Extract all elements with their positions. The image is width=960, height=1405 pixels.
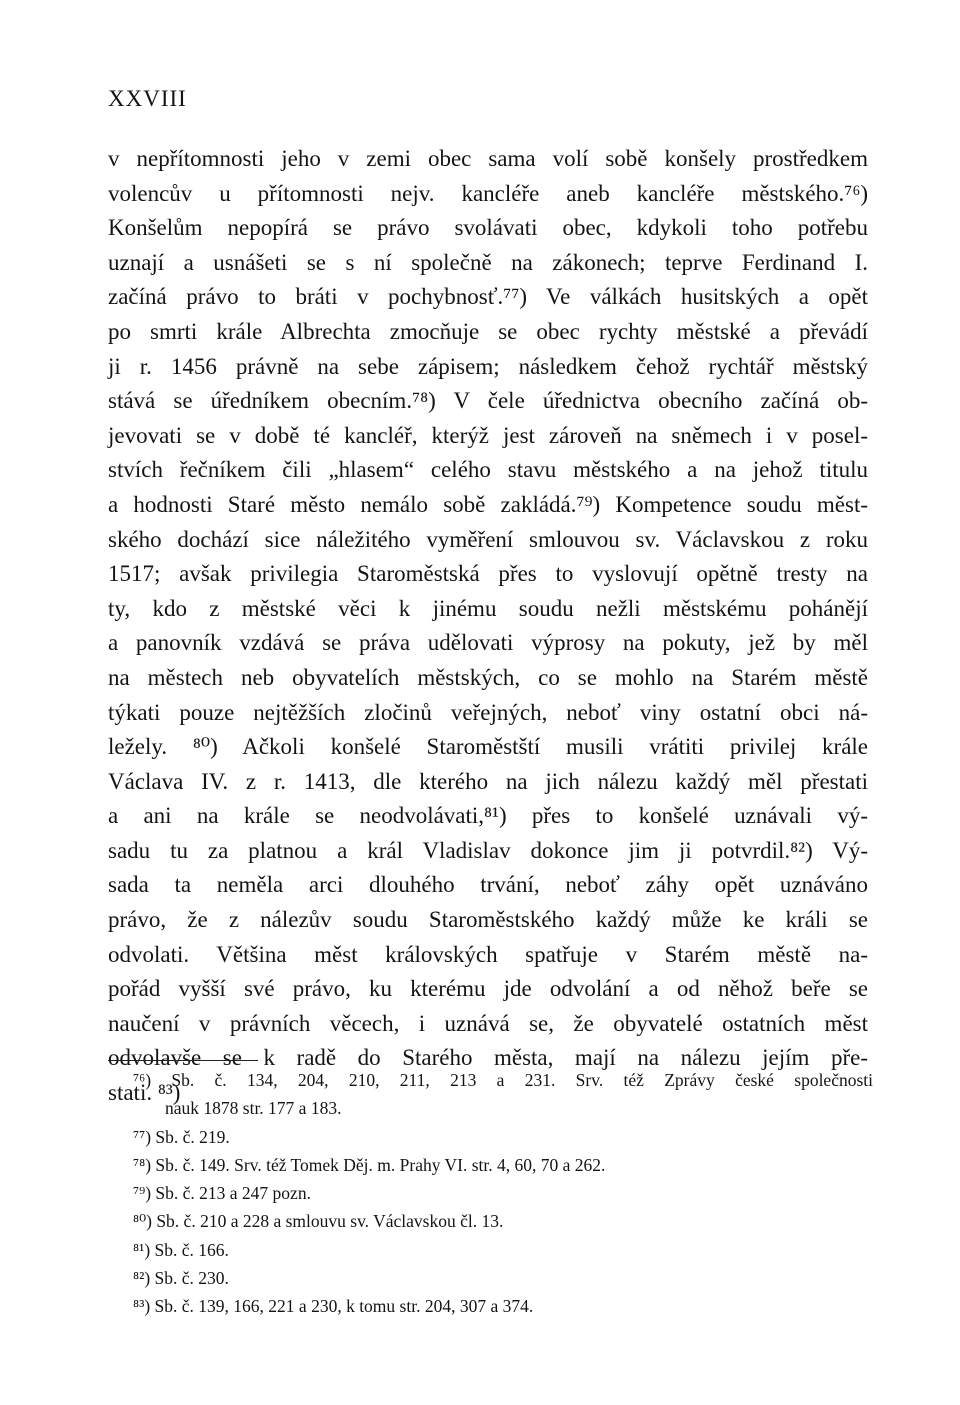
body-line: sada ta neměla arci dlouhého trvání, neboť záhy opět uznáváno [108,872,868,898]
body-line: uznají a usnášeti se s ní společně na zákonech; teprve Ferdinand I. [108,249,868,275]
body-line: Konšelům nepopírá se právo svolávati obec, kdykoli toho potřebu [108,215,868,241]
footnote-line: nauk 1878 str. 177 a 183. [165,1098,342,1119]
footnote-line: ⁸²) Sb. č. 230. [133,1268,229,1289]
footnote-line: ⁸³) Sb. č. 139, 166, 221 a 230, k tomu str. 204, 307 a 374. [133,1296,534,1317]
body-line: právo, že z nálezův soudu Staroměstského každý může ke králi se [108,907,868,933]
footnote-line: ⁷⁹) Sb. č. 213 a 247 pozn. [133,1183,311,1204]
body-line: a panovník vzdává se práva udělovati výprosy na pokuty, jež by měl [108,630,868,656]
body-line: odvolati. Většina měst královských spatřuje v Starém městě na- [108,941,868,967]
body-line: ji r. 1456 právně na sebe zápisem; následkem čehož rychtář městský [108,353,868,379]
body-line: ležely. ⁸⁰) Ačkoli konšelé Staroměstští musili vrátiti privilej krále [108,734,868,760]
footnote-line: ⁷⁷) Sb. č. 219. [133,1126,230,1147]
footnote-line: ⁸¹) Sb. č. 166. [133,1239,229,1260]
body-line: ského dochází sice náležitého vyměření smlouvou sv. Václavskou z roku [108,526,868,552]
body-line: v nepřítomnosti jeho v zemi obec sama volí sobě konšely prostředkem [108,146,868,171]
body-text [108,142,868,1111]
body-line: a hodnosti Staré město nemálo sobě zakládá.⁷⁹) Kompetence soudu měst- [108,491,868,517]
body-line: volencův u přítomnosti nejv. kancléře aneb kancléře městského.⁷⁶) [108,180,868,206]
body-line: jevovati se v době té kancléř, kterýž jest zároveň na sněmech i v posel- [108,422,868,448]
footnote-line: ⁸⁰) Sb. č. 210 a 228 a smlouvu sv. Václavskou čl. 13. [133,1211,504,1232]
body-line: začíná právo to bráti v pochybnosť.⁷⁷) Ve válkách husitských a opět [108,284,868,310]
body-line: stává se úředníkem obecním.⁷⁸) V čele úřednictva obecního začíná ob- [108,388,868,414]
body-line: Václava IV. z r. 1413, dle kterého na jich nálezu každý měl přestati [108,768,868,794]
body-line: odvolavše se k radě do Starého města, mají na nálezu jejím pře- [108,1045,868,1071]
body-line: na městech neb obyvatelích městských, co se mohlo na Starém městě [108,664,868,690]
body-line: 1517; avšak privilegia Staroměstská přes to vyslovují opětně tresty na [108,561,868,587]
body-line: naučení v právních věcech, i uznává se, že obyvatelé ostatních měst [108,1010,868,1036]
page-number: XXVIII [108,86,187,111]
footnotes [133,1066,873,1321]
footnote-line: ⁷⁶) Sb. č. 134, 204, 210, 211, 213 a 231. Srv. též Zprávy české společnosti [133,1070,873,1090]
body-line: sadu tu za platnou a král Vladislav dokonce jim ji potvrdil.⁸²) Vý- [108,837,868,863]
body-line: pořád vyšší své právo, ku kterému jde odvolání a od něhož beře se [108,976,868,1002]
body-line: ty, kdo z městské věci k jinému soudu nežli městskému pohánějí [108,595,868,621]
body-line: a ani na krále se neodvolávati,⁸¹) přes to konšelé uznávali vý- [108,803,868,829]
body-line: stati. ⁸³) [108,1080,181,1106]
body-line: po smrti krále Albrechta zmocňuje se obec rychty městské a převádí [108,318,868,344]
footnote-line: ⁷⁸) Sb. č. 149. Srv. též Tomek Děj. m. Prahy VI. str. 4, 60, 70 a 262. [133,1154,606,1175]
body-line: stvích řečníkem čili „hlasem“ celého stavu městského a na jehož titulu [108,457,868,483]
footnote-separator [108,1060,258,1061]
body-line: týkati pouze nejtěžších zločinů veřejných, neboť viny ostatní obci ná- [108,699,868,725]
